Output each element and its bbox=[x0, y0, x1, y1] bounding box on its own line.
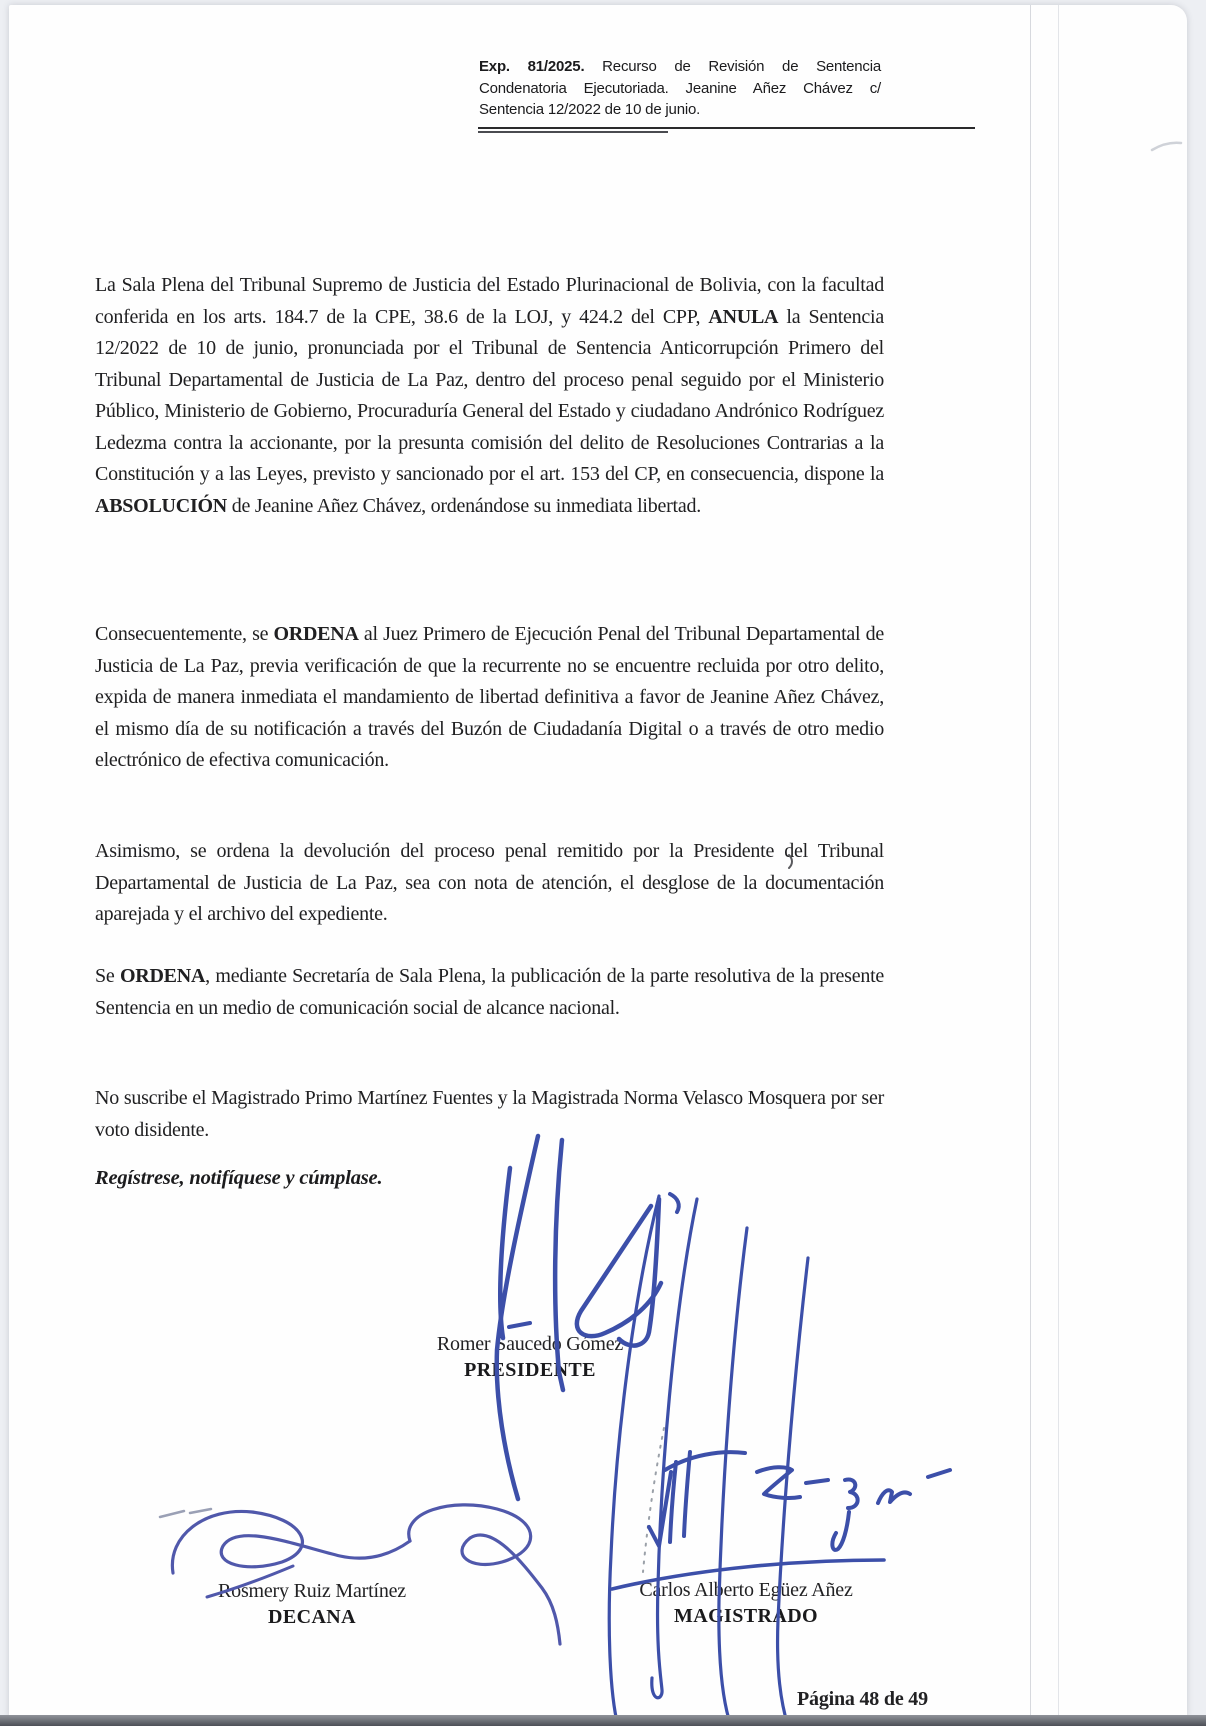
page-indicator: Página 48 de 49 bbox=[797, 1688, 928, 1710]
signature-block-decana bbox=[162, 1578, 462, 1630]
signer-title-presidente: PRESIDENTE bbox=[464, 1359, 596, 1381]
signer-title-magistrado: MAGISTRADO bbox=[673, 1605, 818, 1627]
case-reference-text: Recurso de Revisión de Sentencia Condenatoria Ejecutoriada. Jeanine Añez Chávez c/ Sentencia 12/2022 de 10 de junio. bbox=[479, 58, 882, 118]
header-underline-double bbox=[478, 131, 668, 133]
ruling-paragraph-anula: La Sala Plena del Tribunal Supremo de Justicia del Estado Plurinacional de Bolivia, con la facultad conferida en los arts. 184.7 de la CPE, 38.6 de la LOJ, y 424.2 del CPP, ANULA la Sentencia 12/2022 de 10 de junio, pronunciada por el Tribunal de Sentencia Anticorrupción Primero del Tribunal Departamental de Justicia de La Paz, dentro del proceso penal seguido por el Ministerio Público, Ministerio de Gobierno, Procuraduría General del Estado y ciudadano Andrónico Rodríguez Ledezma contra la accionante, por la presunta comisión del delito de Resoluciones Contrarias a la Constitución y a las Leyes, previsto y sancionado por el art. 153 del CP, en consecuencia, dispone la ABSOLUCIÓN de Jeanine Añez Chávez, ordenándose su inmediata libertad. bbox=[95, 274, 884, 517]
case-number: Exp. 81/2025. bbox=[479, 58, 585, 75]
signer-name-decana: Rosmery Ruiz Martínez bbox=[218, 1580, 406, 1602]
signature-block-presidente bbox=[380, 1331, 680, 1383]
signature-block-magistrado bbox=[596, 1577, 896, 1629]
signer-name-magistrado: Carlos Alberto Egüez Añez bbox=[639, 1579, 853, 1601]
signer-name-presidente: Romer Saucedo Gómez bbox=[436, 1333, 624, 1355]
ruling-paragraph-publicacion: Se ORDENA, mediante Secretaría de Sala Plena, la publicación de la parte resolutiva de la presente Sentencia en un medio de comunicación social de alcance nacional. bbox=[95, 965, 884, 1019]
paper-fold-line-right bbox=[1058, 5, 1059, 1715]
ruling-paragraph-ordena-juez: Consecuentemente, se ORDENA al Juez Primero de Ejecución Penal del Tribunal Departamental de Justicia de La Paz, previa verificación de que la recurrente no se encuentre recluida por otro delito, expida de manera inmediata el mandamiento de libertad definitiva a favor de Jeanine Añez Chávez, el mismo día de su notificación a través del Buzón de Ciudadanía Digital o a través de otro medio electrónico de efectiva comunicación. bbox=[95, 623, 884, 771]
case-reference-header bbox=[479, 56, 881, 121]
paper-fold-line-left bbox=[1030, 5, 1031, 1715]
header-underline bbox=[478, 127, 975, 129]
photo-bottom-edge bbox=[0, 1715, 1206, 1726]
closing-formula: Regístrese, notifíquese y cúmplase. bbox=[95, 1167, 383, 1189]
ruling-paragraph-devolucion: Asimismo, se ordena la devolución del proceso penal remitido por la Presidente del Tribunal Departamental de Justicia de La Paz, sea con nota de atención, el desglose de la documentación aparejada y el archivo del expediente. bbox=[95, 840, 884, 925]
signer-title-decana: DECANA bbox=[268, 1606, 356, 1628]
ruling-paragraph-disidencia: No suscribe el Magistrado Primo Martínez Fuentes y la Magistrada Norma Velasco Mosquera por ser voto disidente. bbox=[95, 1087, 884, 1141]
